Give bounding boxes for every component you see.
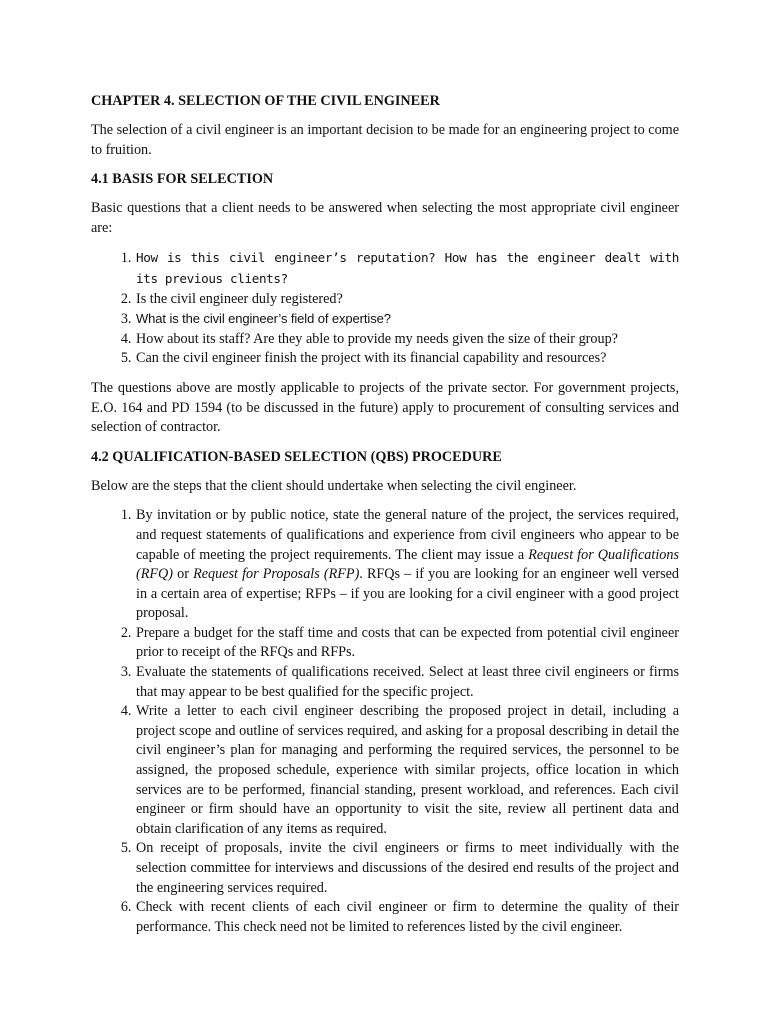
step-text: Write a letter to each civil engineer describing the proposed project in detail, including a project scope and outline of services required, and asking for a proposal describing in detail the civil engineer’s plan for managing and performing the required services, the personnel to be assigned, the proposed schedule, experience with similar projects, office location in which services are to be performed, financial standing, present workload, and references. Each civil engineer or firm should have an opportunity to visit the site, review all pertinent data and obtain clarification of any items as required. <box>136 703 679 837</box>
step-text-part1: By invitation or by public notice, state the general nature of the project, the services required, and request statements of qualifications and experience from civil engineers who appear to be capable of meeting the project requirements. The client may issue a <box>136 507 679 563</box>
step-text: Check with recent clients of each civil engineer or firm to determine the quality of their performance. This check need not be limited to references listed by the civil engineer. <box>136 899 679 935</box>
qbs-lead-paragraph: Below are the steps that the client should undertake when selecting the civil engineer. <box>91 477 577 494</box>
intro-paragraph: The selection of a civil engineer is an important decision to be made for an engineering project to come to fruition. <box>91 122 679 158</box>
list-item <box>135 290 679 310</box>
section-heading-qbs: 4.2 QUALIFICATION-BASED SELECTION (QBS) PROCEDURE <box>91 448 502 465</box>
list-item <box>135 839 679 898</box>
section-heading-basis: 4.1 BASIS FOR SELECTION <box>91 171 274 188</box>
step-text: On receipt of proposals, invite the civil engineers or firms to meet individually with the selection committee for interviews and discussions of the desired end results of the project and the engineering services required. <box>136 840 679 896</box>
question-text: How is this civil engineer’s reputation? How has the engineer dealt with its previous clients? <box>136 250 679 286</box>
step-text: Prepare a budget for the staff time and costs that can be expected from potential civil engineer prior to receipt of the RFQs and RFPs. <box>136 624 679 661</box>
list-item <box>135 898 679 937</box>
list-item <box>135 349 679 369</box>
list-item <box>135 624 679 663</box>
list-item <box>135 702 679 839</box>
list-item <box>135 330 679 350</box>
basis-lead-paragraph: Basic questions that a client needs to be answered when selecting the most appropriate civil engineer are: <box>91 200 679 236</box>
question-text: Can the civil engineer finish the project with its financial capability and resources? <box>136 350 607 367</box>
chapter-title: CHAPTER 4. SELECTION OF THE CIVIL ENGINEER <box>91 93 440 109</box>
step-text-part2: . RFQs – if you are looking for an engineer well versed in a certain area of expertise; RFPs – if you are looking for a civil engineer with a good project proposal. <box>136 566 679 622</box>
basis-closing-paragraph: The questions above are mostly applicable to projects of the private sector. For government projects, E.O. 164 and PD 1594 (to be discussed in the future) apply to procurement of consulting services and selection of contractor. <box>91 379 679 436</box>
question-text: What is the civil engineer’s field of expertise? <box>136 311 391 327</box>
list-item <box>135 248 679 289</box>
step-text: Evaluate the statements of qualifications received. Select at least three civil engineers or firms that may appear to be best qualified for the specific project. <box>136 664 679 700</box>
question-list <box>91 248 679 369</box>
rfq-term: Request for Qualifications (RFQ) <box>136 546 679 583</box>
list-item <box>135 663 679 702</box>
step-text-or: or <box>173 566 194 583</box>
question-text: Is the civil engineer duly registered? <box>136 290 343 307</box>
qbs-step-list <box>91 506 679 937</box>
list-item <box>135 506 679 624</box>
question-text: How about its staff? Are they able to provide my needs given the size of their group? <box>136 330 618 347</box>
rfp-term: Request for Proposals (RFP) <box>193 566 360 583</box>
list-item <box>135 309 679 330</box>
